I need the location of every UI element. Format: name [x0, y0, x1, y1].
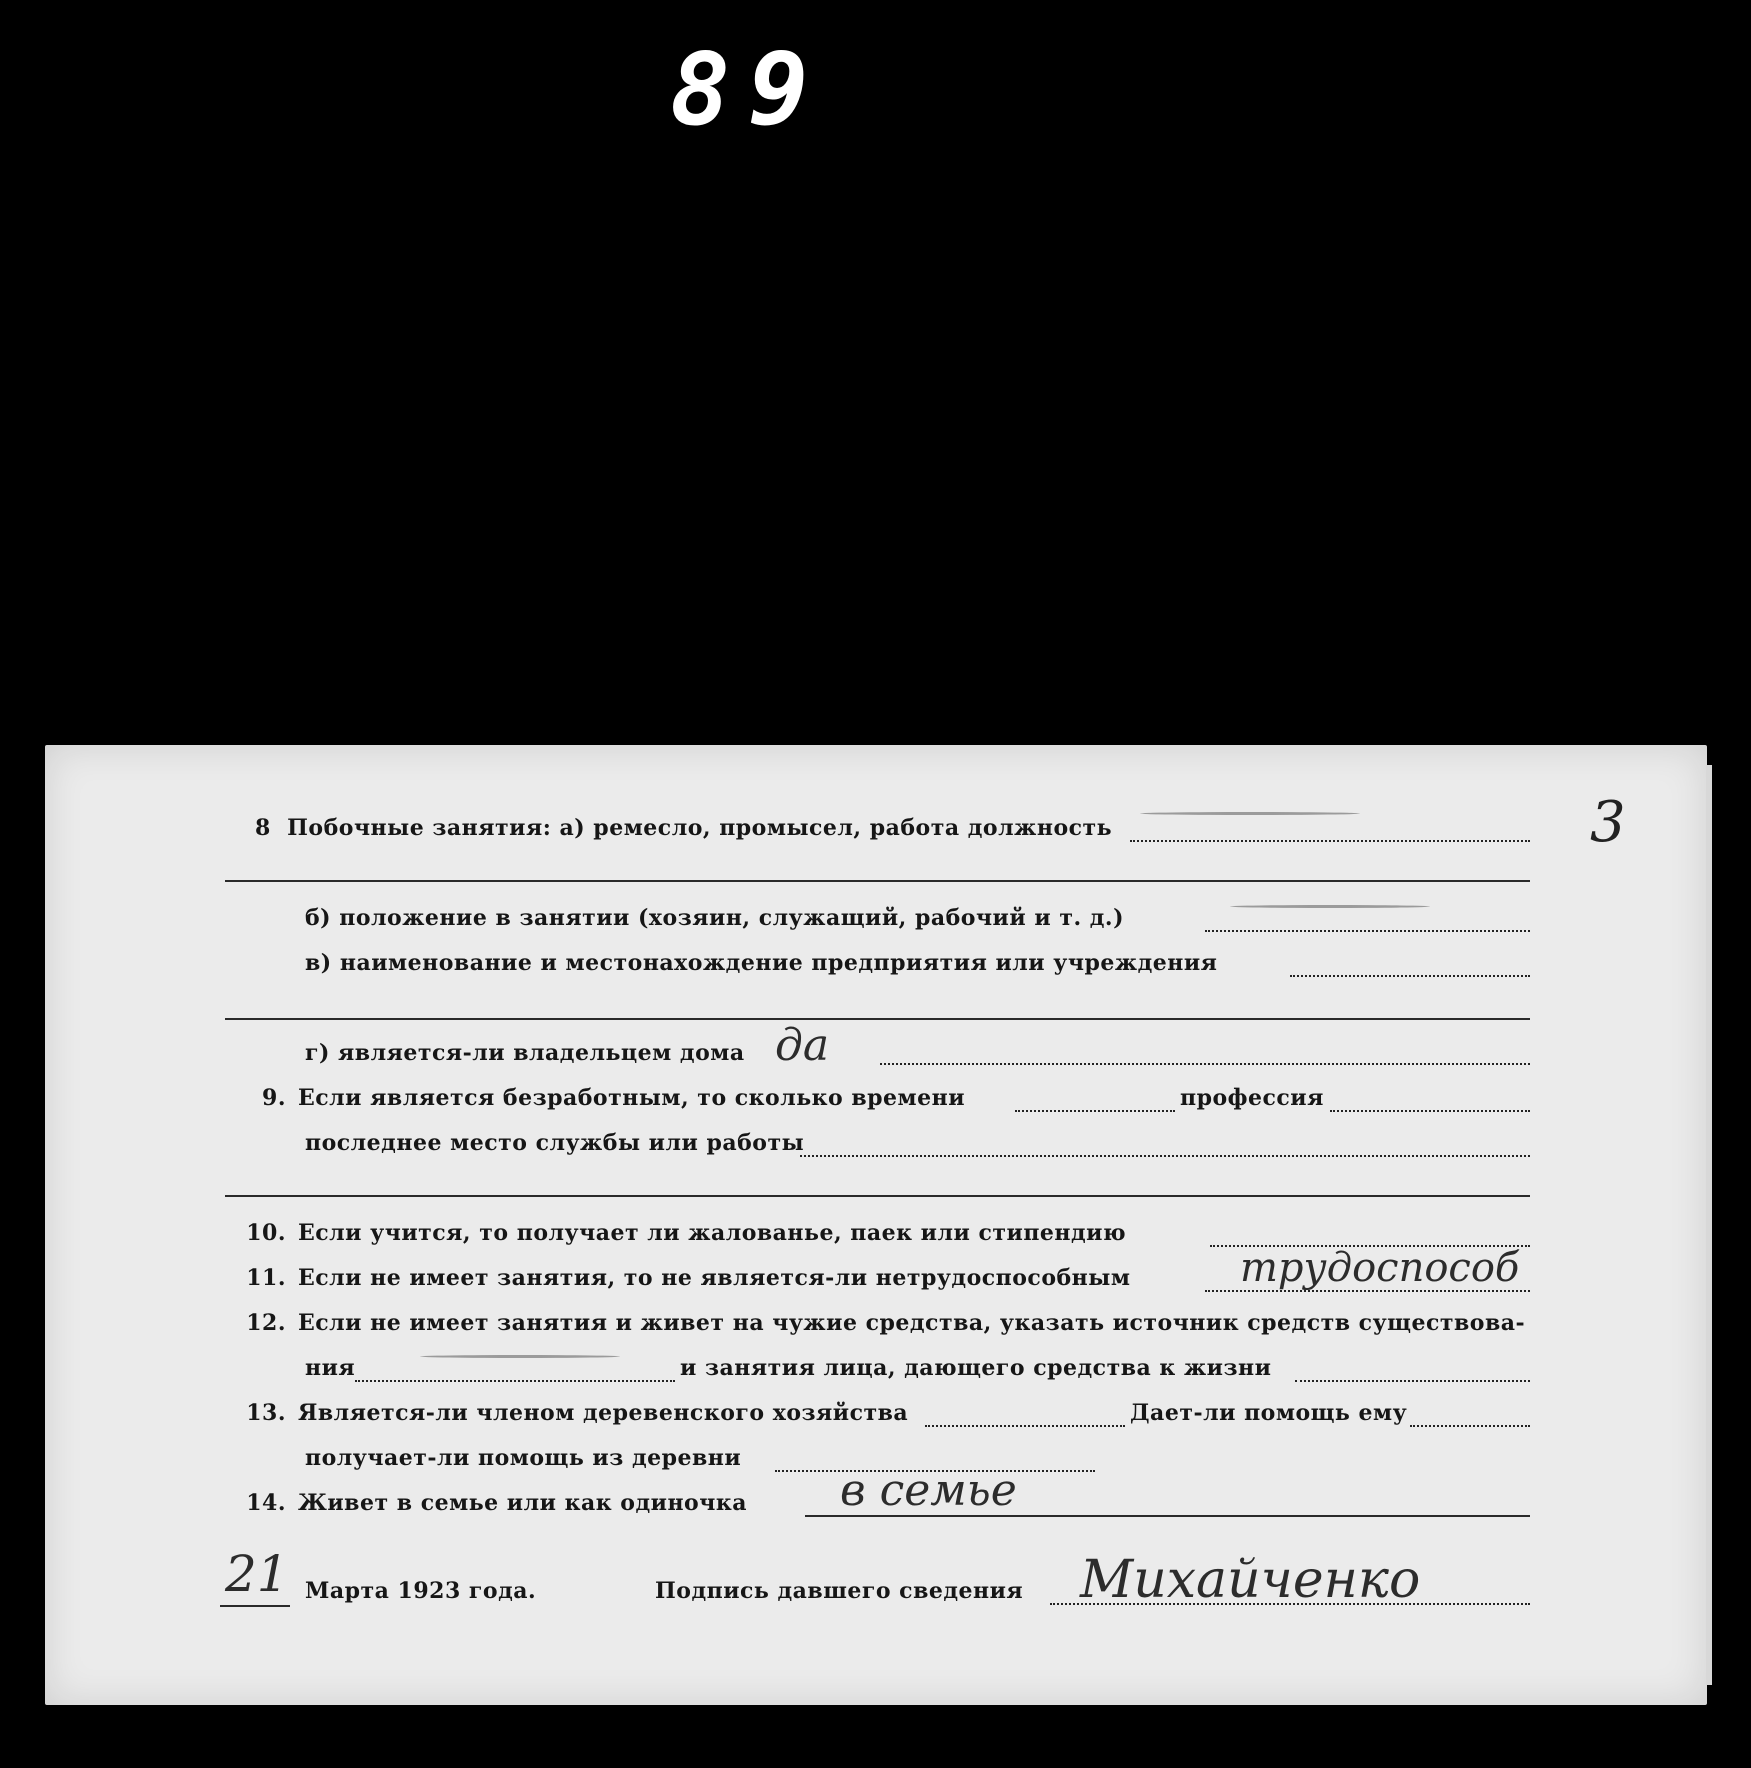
q9-last-fill: [800, 1155, 1530, 1157]
q8-number: 8: [255, 815, 271, 841]
q11-number: 11.: [246, 1265, 286, 1291]
q8-a-pencil-mark: [1140, 812, 1360, 815]
q11-label: Если не имеет занятия, то не является-ли нетрудоспособным: [298, 1265, 1131, 1291]
q8-g-fill: [880, 1063, 1530, 1065]
q8-a-label: Побочные занятия: а) ремесло, промысел, работа должность: [287, 815, 1113, 841]
q10-line: [238, 1220, 1126, 1246]
q8-g-handwritten-answer: да: [775, 1020, 830, 1071]
q12-cont-a: ния: [305, 1355, 356, 1381]
q12-cont-b: и занятия лица, дающего средства к жизни: [680, 1355, 1272, 1381]
card-edge: [1706, 765, 1712, 1685]
q9-rule: [225, 1195, 1530, 1197]
q8-v-rule: [225, 1018, 1530, 1020]
q13-number: 13.: [246, 1400, 286, 1426]
q14-line: [238, 1490, 747, 1516]
q9-profession-label: профессия: [1180, 1085, 1324, 1111]
footer-signature: Михайченко: [1080, 1550, 1421, 1610]
q8-v-fill: [1290, 975, 1530, 977]
q12-pencil-mark: [420, 1355, 620, 1358]
frame-number: 89: [670, 31, 827, 148]
q8-a-line: [255, 815, 1112, 841]
q8-b-pencil-mark: [1230, 905, 1430, 908]
page-number: 3: [1590, 790, 1626, 855]
q8-b-fill: [1205, 930, 1530, 932]
q12-person-fill: [1295, 1380, 1530, 1382]
q14-number: 14.: [246, 1490, 286, 1516]
q13-label: Является-ли членом деревенского хозяйства: [298, 1400, 909, 1426]
q13-line: [238, 1400, 908, 1426]
q14-handwritten-answer: в семье: [840, 1465, 1017, 1516]
q14-rule: [805, 1515, 1530, 1517]
q10-number: 10.: [246, 1220, 286, 1246]
q8-a-fill: [1130, 840, 1530, 842]
q12-number: 12.: [246, 1310, 286, 1336]
footer-date-text: Марта 1923 года.: [305, 1578, 537, 1604]
q12-source-fill: [355, 1380, 675, 1382]
q13-receives-line: получает-ли помощь из деревни: [305, 1445, 742, 1471]
q10-label: Если учится, то получает ли жалованье, паек или стипендию: [298, 1220, 1127, 1246]
footer-day-rule: [220, 1605, 290, 1607]
q8-v-line: в) наименование и местонахождение предприятия или учреждения: [305, 950, 1218, 976]
q13-help-fill: [1410, 1425, 1530, 1427]
q11-handwritten-answer: трудоспособ: [1240, 1245, 1520, 1291]
footer-signature-label: Подпись давшего сведения: [655, 1578, 1024, 1604]
q8-b-line: б) положение в занятии (хозяин, служащий, рабочий и т. д.): [305, 905, 1125, 931]
q9-number: 9.: [262, 1085, 286, 1111]
q9-time-fill: [1015, 1110, 1175, 1112]
q12-line: [238, 1310, 1525, 1336]
q14-label: Живет в семье или как одиночка: [298, 1490, 747, 1516]
q13-fill: [925, 1425, 1125, 1427]
q9-line: [238, 1085, 965, 1111]
q11-line: [238, 1265, 1130, 1291]
q8-g-line: г) является-ли владельцем дома: [305, 1040, 745, 1066]
q9-last-line: последнее место службы или работы: [305, 1130, 805, 1156]
q8-a-rule: [225, 880, 1530, 882]
footer-day: 21: [225, 1545, 289, 1603]
q13-help-label: Дает-ли помощь ему: [1130, 1400, 1408, 1426]
q9-label: Если является безработным, то сколько времени: [298, 1085, 966, 1111]
q9-profession-fill: [1330, 1110, 1530, 1112]
q12-label: Если не имеет занятия и живет на чужие средства, указать источник средств существова-: [298, 1310, 1526, 1336]
